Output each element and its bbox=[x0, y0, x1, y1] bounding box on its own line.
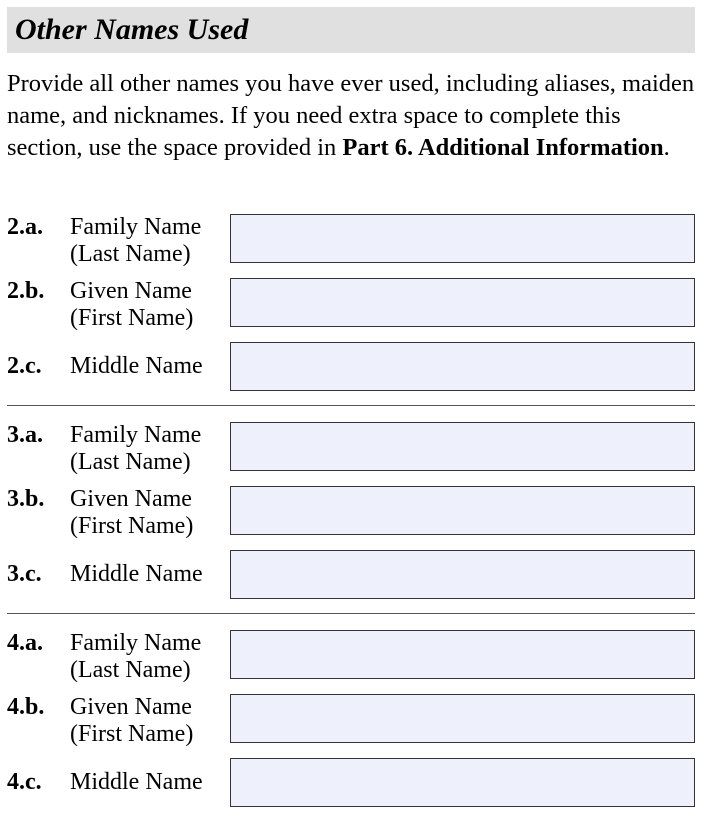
given-name-input-4b[interactable] bbox=[230, 694, 695, 743]
middle-name-input-2c[interactable] bbox=[230, 342, 695, 391]
field-label-line1: Family Name bbox=[70, 630, 202, 656]
field-label-line2: (Last Name) bbox=[70, 449, 191, 475]
field-label bbox=[70, 353, 203, 380]
field-label bbox=[70, 422, 201, 476]
field-label bbox=[70, 630, 201, 684]
field-label-line1: Middle Name bbox=[70, 353, 203, 379]
given-name-input-3b[interactable] bbox=[230, 486, 695, 535]
row-3b bbox=[0, 486, 708, 539]
item-number: 2.c. bbox=[7, 353, 42, 379]
middle-name-input-4c[interactable] bbox=[230, 758, 695, 807]
family-name-input-2a[interactable] bbox=[230, 214, 695, 263]
field-label-line1: Given Name bbox=[70, 278, 192, 304]
instructions-text bbox=[7, 68, 697, 164]
item-number: 3.a. bbox=[7, 422, 43, 448]
item-number: 4.c. bbox=[7, 769, 42, 795]
row-3a bbox=[0, 422, 708, 475]
field-label bbox=[70, 769, 203, 796]
item-number: 2.b. bbox=[7, 278, 45, 304]
section-divider bbox=[7, 405, 695, 406]
field-label bbox=[70, 278, 193, 332]
field-label-line1: Given Name bbox=[70, 694, 192, 720]
item-number: 3.c. bbox=[7, 561, 42, 587]
item-number: 4.b. bbox=[7, 694, 45, 720]
family-name-input-4a[interactable] bbox=[230, 630, 695, 679]
row-2b bbox=[0, 278, 708, 331]
section-title: Other Names Used bbox=[15, 13, 249, 46]
row-4b bbox=[0, 694, 708, 747]
field-label bbox=[70, 214, 201, 268]
field-label bbox=[70, 561, 203, 588]
middle-name-input-3c[interactable] bbox=[230, 550, 695, 599]
field-label-line1: Family Name bbox=[70, 214, 202, 240]
row-4a bbox=[0, 630, 708, 683]
field-label-line1: Middle Name bbox=[70, 769, 203, 795]
instructions-text-after: . bbox=[663, 134, 670, 161]
field-label-line1: Given Name bbox=[70, 486, 192, 512]
item-number: 4.a. bbox=[7, 630, 43, 656]
row-2c bbox=[0, 342, 708, 392]
row-3c bbox=[0, 550, 708, 600]
field-label-line1: Middle Name bbox=[70, 561, 203, 587]
item-number: 2.a. bbox=[7, 214, 43, 240]
field-label-line2: (Last Name) bbox=[70, 241, 191, 267]
field-label bbox=[70, 694, 193, 748]
field-label-line1: Family Name bbox=[70, 422, 202, 448]
section-divider bbox=[7, 613, 695, 614]
row-4c bbox=[0, 758, 708, 808]
field-label-line2: (First Name) bbox=[70, 305, 194, 331]
row-2a bbox=[0, 214, 708, 267]
family-name-input-3a[interactable] bbox=[230, 422, 695, 471]
instructions-text-before: Provide all other names you have ever used, including aliases, maiden name, and nicknames. If you need extra space to complete this section, use the space provided in bbox=[7, 70, 695, 161]
field-label-line2: (Last Name) bbox=[70, 657, 191, 683]
given-name-input-2b[interactable] bbox=[230, 278, 695, 327]
instructions-bold-reference: Part 6. Additional Information bbox=[342, 134, 664, 161]
section-header bbox=[7, 7, 695, 53]
field-label-line2: (First Name) bbox=[70, 721, 194, 747]
field-label-line2: (First Name) bbox=[70, 513, 194, 539]
item-number: 3.b. bbox=[7, 486, 45, 512]
field-label bbox=[70, 486, 193, 540]
